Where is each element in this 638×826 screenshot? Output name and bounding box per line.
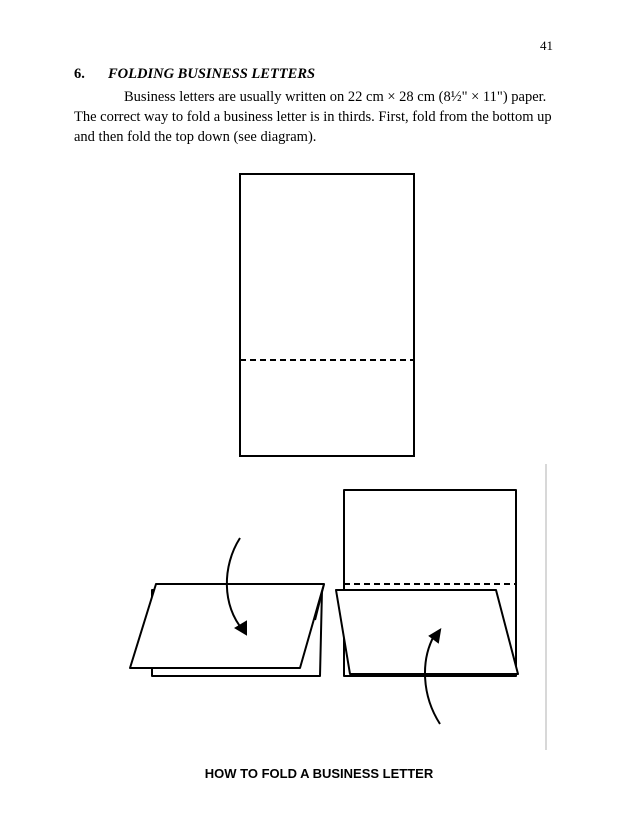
fold-top-down-icon xyxy=(336,490,518,676)
paragraph-text: Business letters are usually written on 22 cm × 28 cm (8½" × 11") paper. The correct way to fold a business letter is in thirds. First, fold from the bottom up and then fold the top down (see diagram). xyxy=(74,89,552,145)
page-number: 41 xyxy=(540,38,553,53)
fold-bottom-up-icon xyxy=(130,584,324,676)
section-title: FOLDING BUSINESS LETTERS xyxy=(108,66,316,82)
section-number: 6. xyxy=(74,66,85,82)
unfolded-letter-icon xyxy=(240,174,414,456)
diagram-caption: HOW TO FOLD A BUSINESS LETTER xyxy=(204,766,434,781)
